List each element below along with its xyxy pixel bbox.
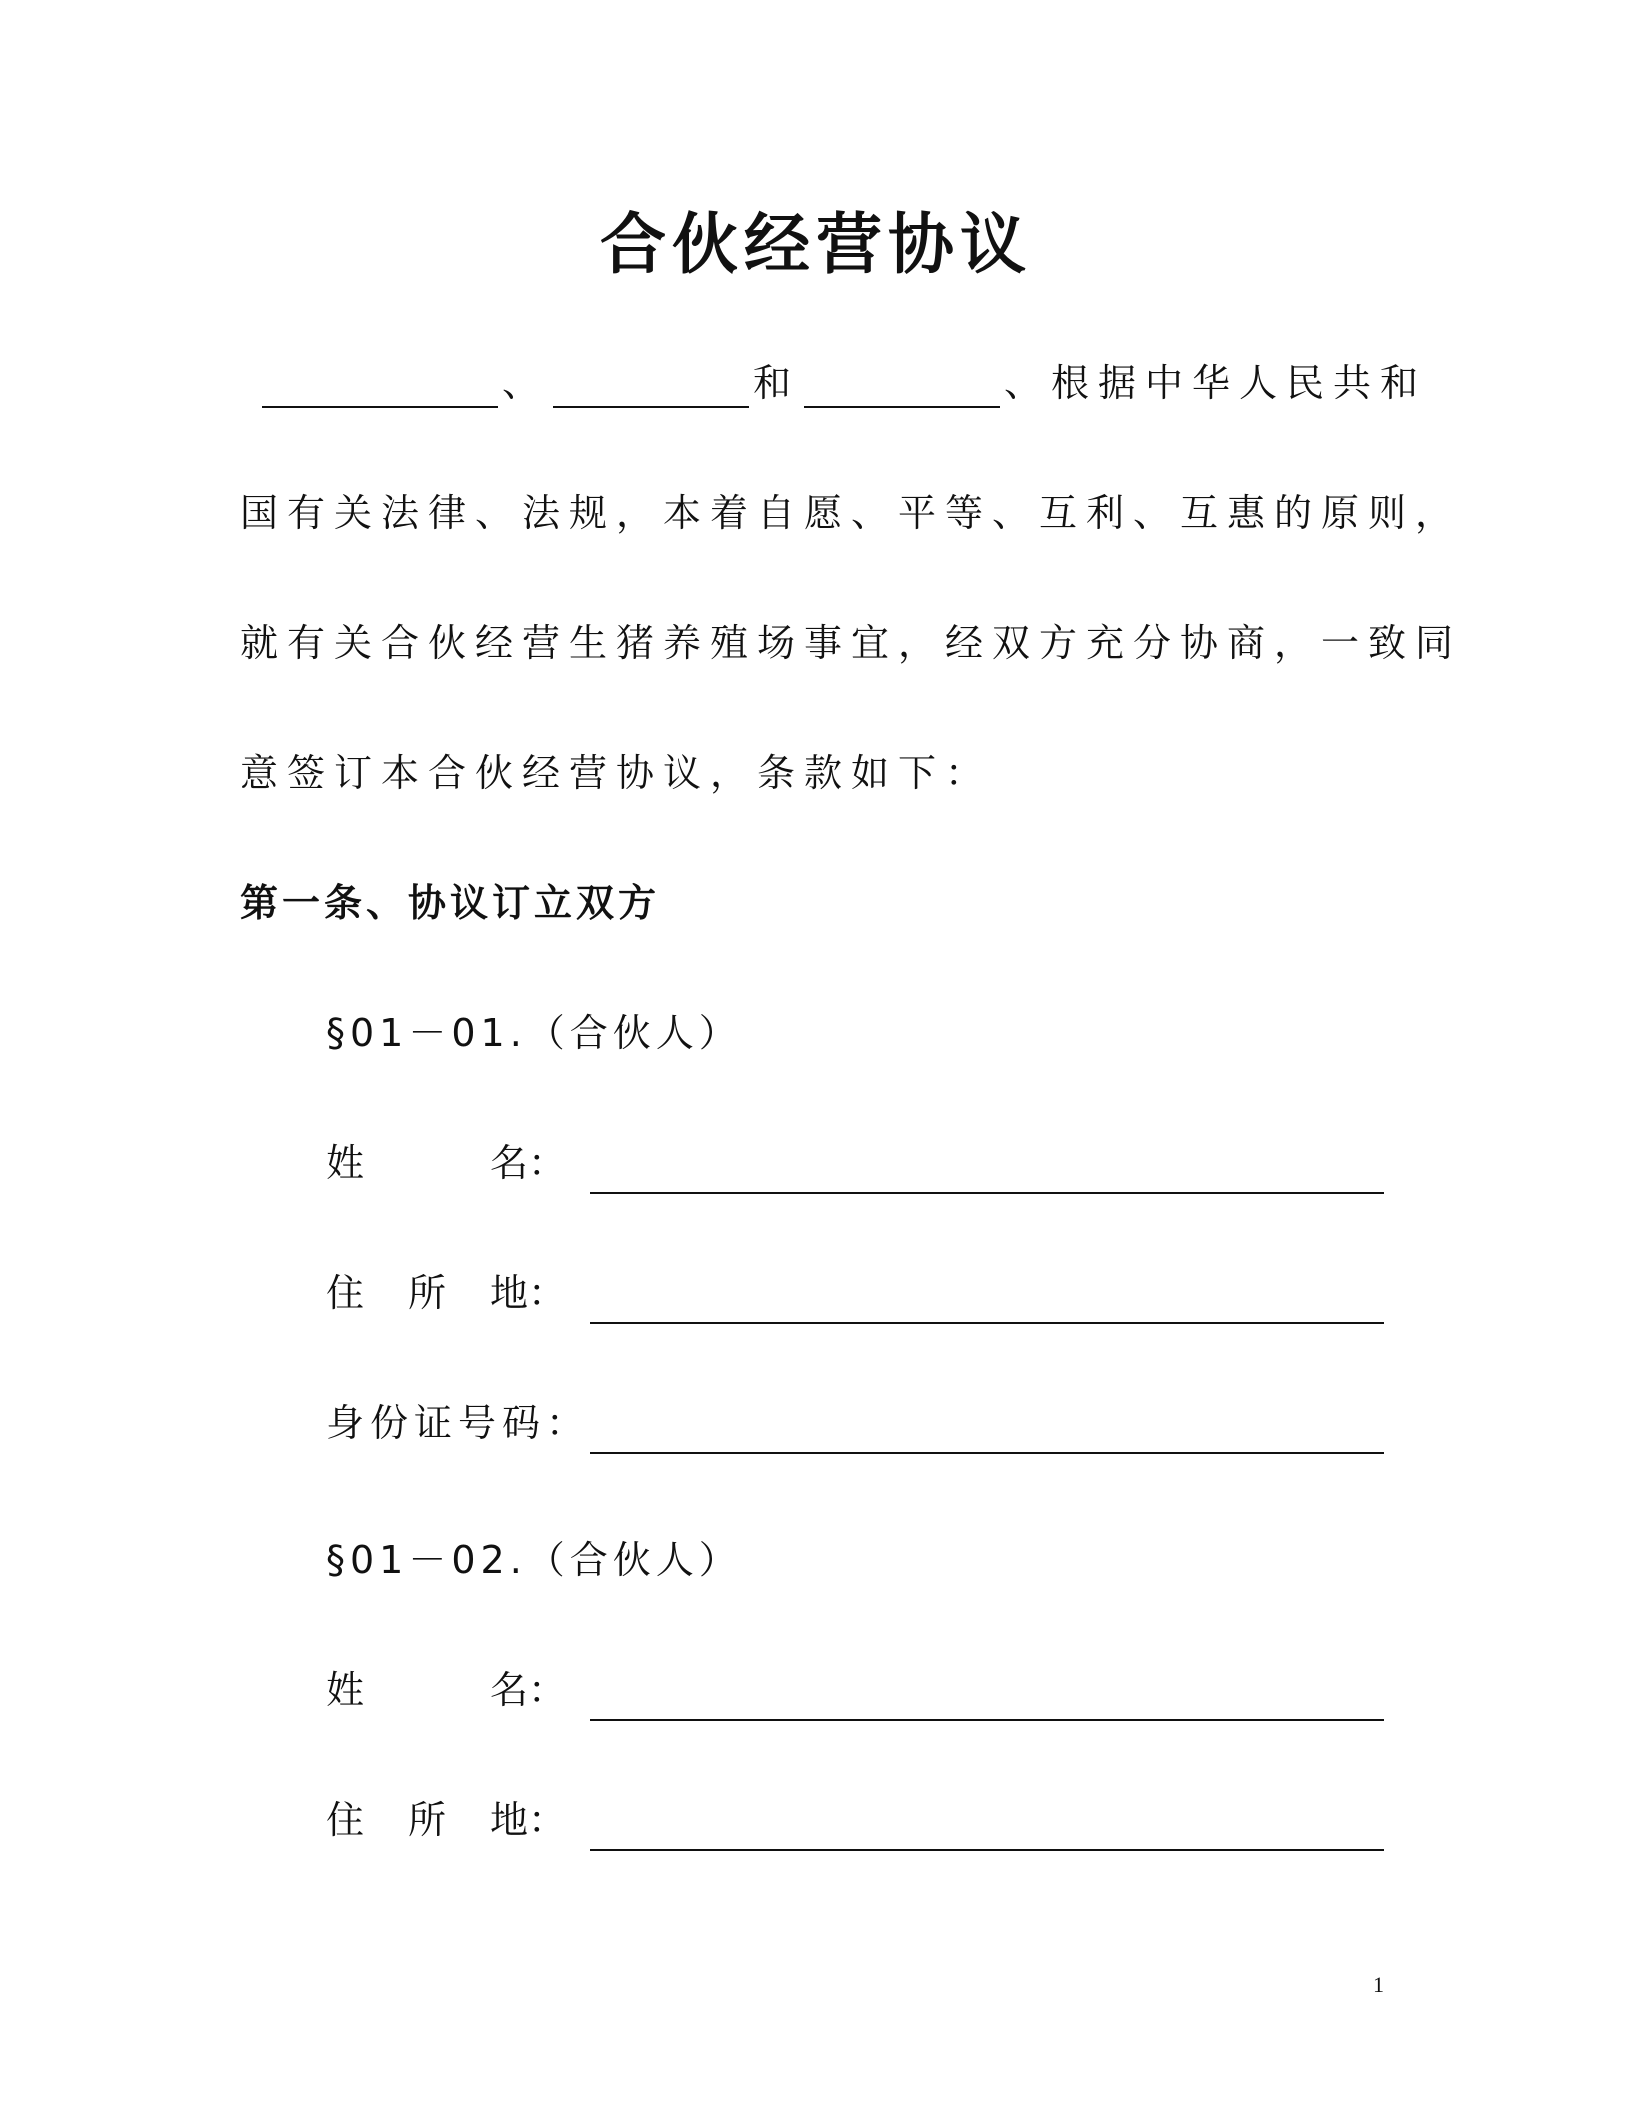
intro-separator-1: 、: [502, 361, 550, 405]
partner-1-name-label: [326, 1138, 566, 1188]
partner-2-section: §01－02.（合伙人）: [326, 1538, 742, 1582]
partner-1-id-label: [326, 1398, 591, 1448]
partner-1-address-field[interactable]: [590, 1322, 1384, 1324]
id-label-text: 身份证号码：: [326, 1401, 591, 1445]
page-number: 1: [1373, 1972, 1384, 1997]
intro-line-1: [240, 358, 1428, 408]
label-char: 姓: [326, 1141, 365, 1185]
partner-2-name-label: [326, 1665, 566, 1715]
intro-line-2: 国有关法律、法规，本着自愿、平等、互利、互惠的原则，: [240, 491, 1463, 535]
label-char: 地：: [489, 1798, 566, 1842]
party-blank-3[interactable]: [804, 360, 1000, 408]
party-blank-2[interactable]: [553, 360, 749, 408]
label-char: 住: [326, 1798, 365, 1842]
partner-2-name-field[interactable]: [590, 1719, 1384, 1721]
partner-2-address-field[interactable]: [590, 1849, 1384, 1851]
partner-1-id-field[interactable]: [590, 1452, 1384, 1454]
label-char: 名：: [489, 1668, 566, 1712]
label-char: 地：: [489, 1271, 566, 1315]
label-char: 所: [407, 1271, 446, 1315]
intro-line-1-tail: 、根据中华人民共和: [1004, 361, 1428, 405]
partner-1-section: §01－01.（合伙人）: [326, 1011, 742, 1055]
label-char: 姓: [326, 1668, 365, 1712]
intro-separator-2: 和: [753, 361, 801, 405]
partner-1-name-field[interactable]: [590, 1192, 1384, 1194]
document-title: 合伙经营协议: [600, 206, 1032, 283]
label-char: 所: [407, 1798, 446, 1842]
label-char: 名：: [489, 1141, 566, 1185]
label-char: 住: [326, 1271, 365, 1315]
article-1-heading: 第一条、协议订立双方: [240, 881, 661, 925]
intro-line-3: 就有关合伙经营生猪养殖场事宜，经双方充分协商，一致同: [240, 621, 1463, 665]
partner-2-address-label: [326, 1795, 566, 1845]
intro-line-4: 意签订本合伙经营协议，条款如下：: [240, 751, 993, 795]
party-blank-1[interactable]: [262, 360, 498, 408]
partner-1-address-label: [326, 1268, 566, 1318]
